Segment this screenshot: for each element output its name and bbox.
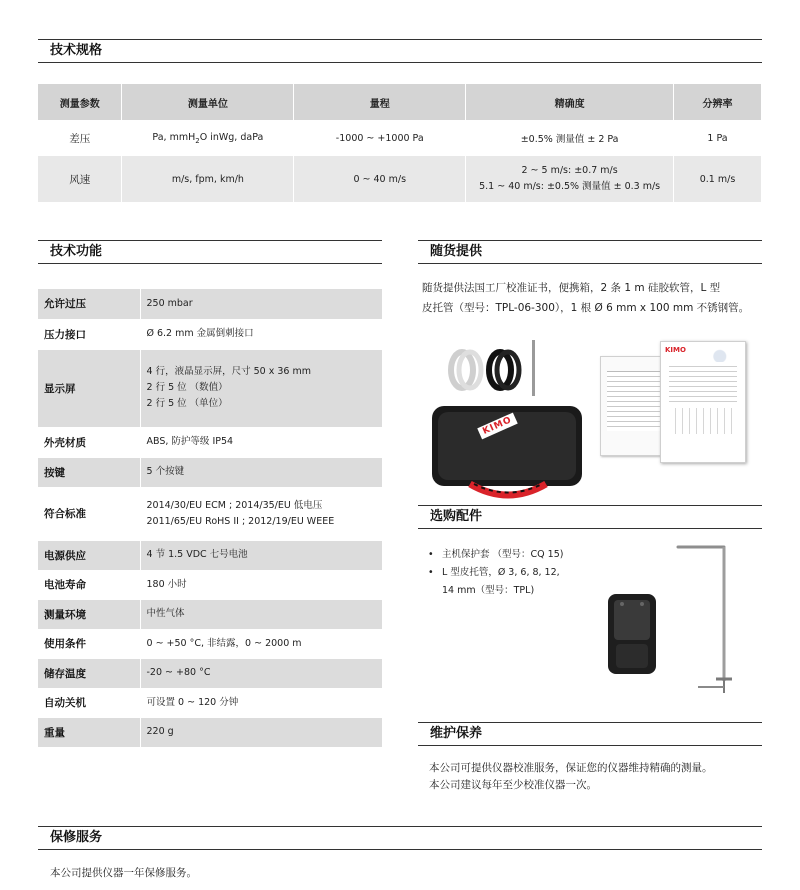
steel-tube [532,340,535,396]
spec-header-unit: 测量单位 [122,84,294,120]
table-row [38,540,382,570]
spec-header-range: 量程 [294,84,466,120]
table-row [38,570,382,599]
table-row [38,319,382,349]
func-value: 180 小时 [140,570,382,599]
func-value: 4 节 1.5 VDC 七号电池 [140,540,382,570]
section-title-maintenance: 维护保养 [418,722,762,746]
spec-range: -1000 ~ +1000 Pa [294,120,466,156]
func-value: 220 g [140,717,382,747]
spec-resolution: 1 Pa [674,120,762,156]
case-logo: KIMO [477,413,517,440]
table-row [38,599,382,629]
table-row [38,289,382,319]
func-key: 压力接口 [38,319,140,349]
func-key: 外壳材质 [38,427,140,457]
func-value: 0 ~ +50 °C, 非结露，0 ~ 2000 m [140,629,382,658]
func-key: 电池寿命 [38,570,140,599]
func-value: -20 ~ +80 °C [140,658,382,688]
func-value: 中性气体 [140,599,382,629]
maintenance-text: 本公司可提供仪器校准服务，保证您的仪器维持精确的测量。 本公司建议每年至少校准仪器一次。 [429,762,713,791]
section-title-functions: 技术功能 [38,240,382,264]
silicone-tube-black [489,352,519,388]
table-row [38,688,382,717]
supplied-text: 随货提供法国工厂校准证书，便携箱，2 条 1 m 硅胶软管，L 型 皮托管（型号：TPL-06-300），1 根 Ø 6 mm x 100 mm 不锈钢管。 [422,282,750,314]
warranty-text: 本公司提供仪器一年保修服务。 [50,867,197,879]
func-key: 符合标准 [38,487,140,540]
func-value: ABS, 防护等级 IP54 [140,427,382,457]
spec-range: 0 ~ 40 m/s [294,156,466,202]
table-row [38,349,382,427]
table-row [38,156,762,202]
func-key: 储存温度 [38,658,140,688]
spec-param: 差压 [38,120,122,156]
func-value: 5 个按键 [140,457,382,487]
func-value: 4 行，液晶显示屏，尺寸 50 x 36 mm 2 行 5 位 （数值） 2 行 5 位 （单位） [140,349,382,427]
list-item: • 主机保护套 （型号：CQ 15) [428,549,564,560]
func-key: 按键 [38,457,140,487]
func-key: 测量环境 [38,599,140,629]
options-list [428,546,563,600]
section-title-supplied: 随货提供 [418,240,762,264]
func-key: 显示屏 [38,349,140,427]
func-value: 2014/30/EU ECM ; 2014/35/EU 低电压 2011/65/EU RoHS II ; 2012/19/EU WEEE [140,487,382,540]
table-row [38,717,382,747]
func-key: 电源供应 [38,540,140,570]
section-title-options: 选购配件 [418,505,762,529]
function-table [38,289,382,748]
table-row [38,658,382,688]
table-row [38,427,382,457]
func-key: 使用条件 [38,629,140,658]
pitot-tube-picture [672,543,744,695]
list-item: • L 型皮托管，Ø 3, 6, 8, 12, [428,567,560,578]
spec-unit: m/s, fpm, km/h [122,156,294,202]
silicone-tube-clear [451,352,481,388]
func-value: 250 mbar [140,289,382,319]
list-item: 14 mm（型号：TPL) [442,585,535,596]
table-row [38,629,382,658]
spec-header-accuracy: 精确度 [466,84,674,120]
table-row [38,120,762,156]
calibration-certificate: KIMO [660,341,746,463]
spec-header-resolution: 分辨率 [674,84,762,120]
protective-cover-picture [606,592,658,676]
func-key: 自动关机 [38,688,140,717]
spec-param: 风速 [38,156,122,202]
table-row [38,457,382,487]
section-title-specs: 技术规格 [38,39,762,63]
spec-accuracy: ±0.5% 测量值 ± 2 Pa [466,120,674,156]
spec-header-param: 测量参数 [38,84,122,120]
spec-table [38,84,762,202]
table-row [38,487,382,540]
func-value: Ø 6.2 mm 金属倒刺接口 [140,319,382,349]
spec-unit: Pa, mmH$_2$O inWg, daPa [122,120,294,156]
func-key: 允许过压 [38,289,140,319]
spec-accuracy: 2 ~ 5 m/s: ±0.7 m/s 5.1 ~ 40 m/s: ±0.5% 测量值 ± 0.3 m/s [466,156,674,202]
func-value: 可设置 0 ~ 120 分钟 [140,688,382,717]
spec-resolution: 0.1 m/s [674,156,762,202]
func-key: 重量 [38,717,140,747]
section-title-warranty: 保修服务 [38,826,762,850]
